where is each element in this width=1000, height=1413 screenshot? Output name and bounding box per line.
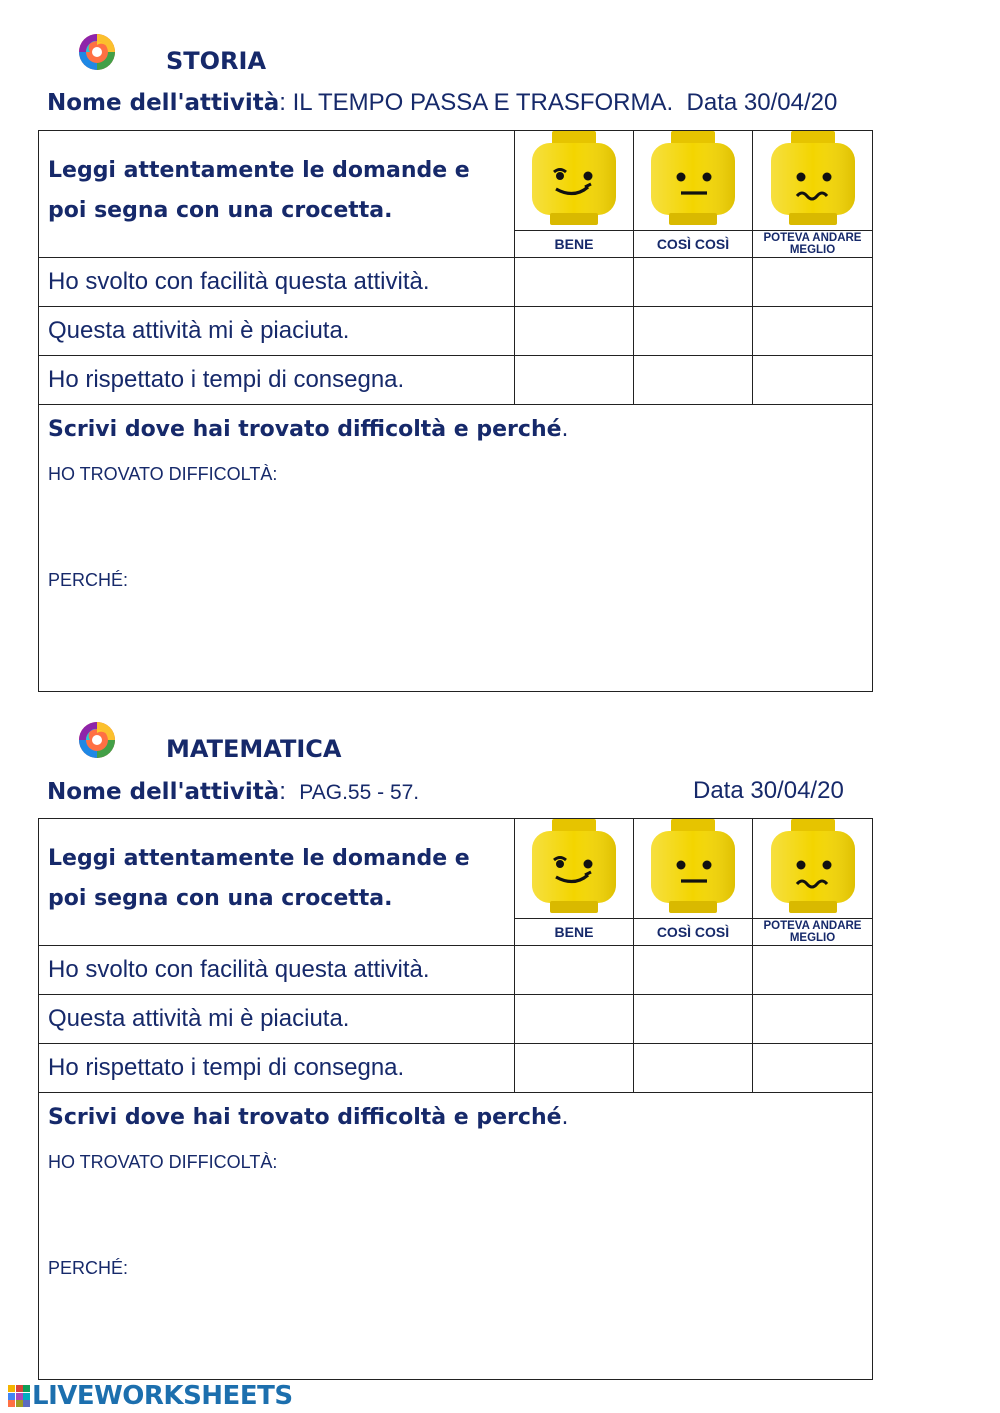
checkbox-cell[interactable] [515,995,634,1044]
checkbox-cell[interactable] [634,307,753,356]
question-text: Ho svolto con facilità questa attività. [39,258,515,307]
neutral-lego-face-icon [649,131,737,225]
question-text: Ho rispettato i tempi di consegna. [39,356,515,405]
wink-smile-lego-face-icon [530,819,618,913]
checkbox-cell[interactable] [753,1044,873,1093]
why-label: PERCHÉ: [48,570,129,590]
question-text: Ho rispettato i tempi di consegna. [39,1044,515,1093]
rating-label: COSÌ COSÌ [634,919,753,946]
difficulty-label: HO TROVATO DIFFICOLTÀ: [48,1152,278,1172]
question-row [39,258,873,307]
question-text: Questa attività mi è piaciuta. [39,995,515,1044]
activity-label: Nome dell'attività [47,90,280,116]
brand-text: LIVEWORKSHEETS [32,1381,293,1411]
question-text: Ho svolto con facilità questa attività. [39,946,515,995]
checkbox-cell[interactable] [634,356,753,405]
question-row [39,995,873,1044]
question-row [39,307,873,356]
rating-label: BENE [515,919,634,946]
liveworksheets-brand [8,1381,293,1411]
rainbow-swirl-logo-icon [78,33,116,71]
checkbox-cell[interactable] [753,307,873,356]
self-evaluation-table [38,818,873,1380]
checkbox-cell[interactable] [515,307,634,356]
subject-title: MATEMATICA [166,735,342,763]
rating-label: POTEVA ANDARE MEGLIO [753,919,873,946]
liveworksheets-logo-icon [8,1385,30,1407]
instruction-text: Leggi attentamente le domande e poi segna con una crocetta. [48,846,470,911]
section-0 [0,0,1000,700]
why-label: PERCHÉ: [48,1258,129,1278]
checkbox-cell[interactable] [515,1044,634,1093]
face-cell [634,131,753,231]
section-1 [0,688,1000,1388]
activity-value: IL TEMPO PASSA E TRASFORMA. [292,89,674,116]
instruction-cell [39,131,515,258]
question-text: Questa attività mi è piaciuta. [39,307,515,356]
activity-line: Nome dell'attività: PAG.55 - 57. [47,778,420,805]
wavy-mouth-lego-face-icon [769,131,857,225]
rating-label: COSÌ COSÌ [634,231,753,258]
instruction-text: Leggi attentamente le domande e poi segna con una crocetta. [48,158,470,223]
rating-label: POTEVA ANDARE MEGLIO [753,231,873,258]
checkbox-cell[interactable] [515,258,634,307]
rating-label: BENE [515,231,634,258]
difficulty-prompt: Scrivi dove hai trovato difficoltà e perché. [48,417,569,442]
activity-value: PAG.55 - 57. [299,781,420,804]
checkbox-cell[interactable] [634,946,753,995]
checkbox-cell[interactable] [634,1044,753,1093]
question-row [39,356,873,405]
face-cell [515,131,634,231]
checkbox-cell[interactable] [753,356,873,405]
checkbox-cell[interactable] [753,258,873,307]
rainbow-swirl-logo-icon [78,721,116,759]
wavy-mouth-lego-face-icon [769,819,857,913]
checkbox-cell[interactable] [753,946,873,995]
face-cell [634,819,753,919]
difficulty-answer-area[interactable] [39,405,873,692]
activity-line: Nome dell'attività: IL TEMPO PASSA E TRASFORMA. Data 30/04/20 [47,89,838,116]
difficulty-answer-area[interactable] [39,1093,873,1380]
checkbox-cell[interactable] [634,258,753,307]
neutral-lego-face-icon [649,819,737,913]
activity-date: Data 30/04/20 [693,777,844,804]
activity-label: Nome dell'attività [47,779,280,805]
face-cell [753,819,873,919]
checkbox-cell[interactable] [753,995,873,1044]
checkbox-cell[interactable] [515,946,634,995]
activity-date: Data 30/04/20 [686,89,838,116]
question-row [39,946,873,995]
subject-title: STORIA [166,47,267,75]
face-cell [515,819,634,919]
checkbox-cell[interactable] [515,356,634,405]
self-evaluation-table [38,130,873,692]
difficulty-label: HO TROVATO DIFFICOLTÀ: [48,464,278,484]
wink-smile-lego-face-icon [530,131,618,225]
question-row [39,1044,873,1093]
checkbox-cell[interactable] [634,995,753,1044]
face-cell [753,131,873,231]
instruction-cell [39,819,515,946]
difficulty-prompt: Scrivi dove hai trovato difficoltà e perché. [48,1105,569,1130]
